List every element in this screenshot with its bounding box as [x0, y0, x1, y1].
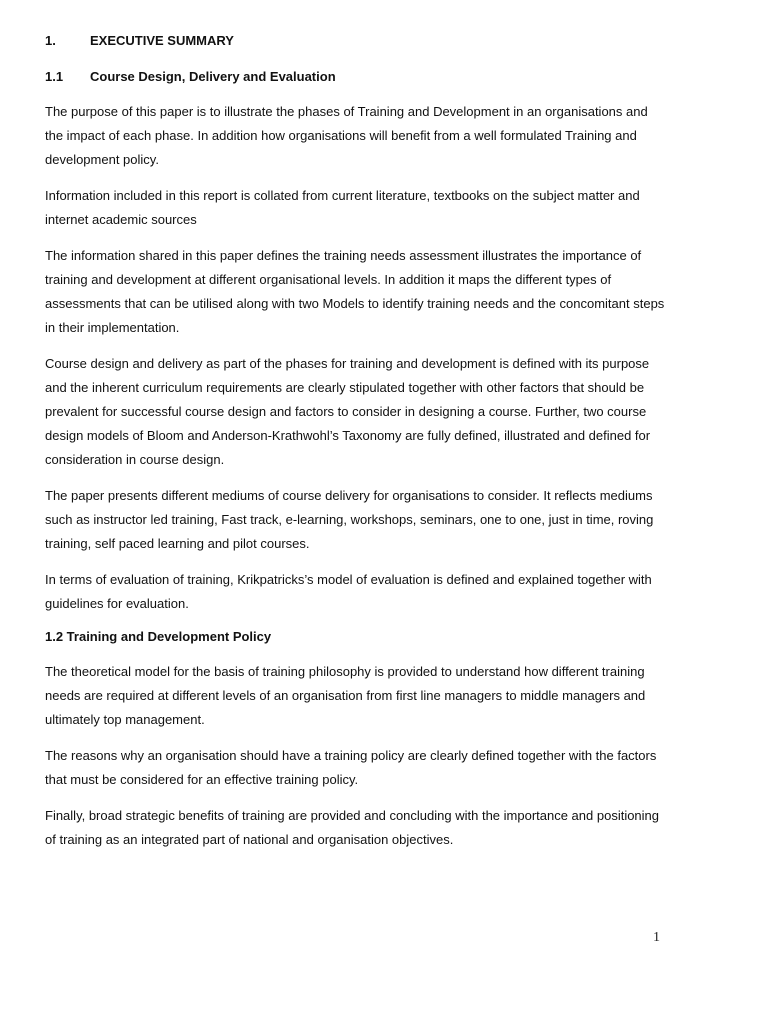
paragraph-course-design: Course design and delivery as part of the phases for training and development is defined with its purpose and the inherent curriculum requirements are clearly stipulated together with other factors that should be prevalent for successful course design and factors to consider in designing a course. Further, two course design models of Bloom and Anderson-Krathwohl’s Taxonomy are fully defined, illustrated and defined for consideration in course design. — [45, 356, 651, 467]
paragraph-training-policy: The reasons why an organisation should have a training policy are clearly defined together with the factors that must be considered for an effective training policy. — [45, 748, 657, 787]
document-page — [45, 32, 665, 864]
section-1-1-title: Course Design, Delivery and Evaluation — [90, 69, 336, 84]
paragraph-course-delivery: The paper presents different mediums of course delivery for organisations to consider. It reflects mediums such as instructor led training, Fast track, e-learning, workshops, seminars, one to one, just in time, roving training, self paced learning and pilot courses. — [45, 488, 654, 551]
section-1-2-heading — [45, 628, 665, 646]
section-1-2-title: 1.2 Training and Development Policy — [45, 629, 272, 644]
page-number: 1 — [653, 930, 660, 945]
paragraph-strategic-benefits: Finally, broad strategic benefits of training are provided and concluding with the importance and positioning of training as an integrated part of national and organisation objectives. — [45, 808, 660, 847]
section-1-1-heading — [45, 68, 665, 86]
paragraph-sources: Information included in this report is collated from current literature, textbooks on the subject matter and internet academic sources — [45, 188, 640, 227]
section-1-1-number: 1.1 — [45, 69, 64, 84]
paragraph-needs-assessment: The information shared in this paper defines the training needs assessment illustrates the importance of training and development at different organisational levels. In addition it maps the different types of assessments that can be utilised along with two Models to identify training needs and the concomitant steps in their implementation. — [45, 248, 665, 335]
section-1-title: EXECUTIVE SUMMARY — [90, 33, 234, 48]
paragraph-training-philosophy: The theoretical model for the basis of training philosophy is provided to understand how different training needs are required at different levels of an organisation from first line managers to middle managers and ultimately top management. — [45, 664, 646, 727]
paragraph-evaluation: In terms of evaluation of training, Krikpatricks’s model of evaluation is defined and explained together with guidelines for evaluation. — [45, 572, 652, 611]
section-1-number: 1. — [45, 33, 56, 48]
section-1-heading — [45, 32, 665, 50]
paragraph-purpose: The purpose of this paper is to illustrate the phases of Training and Development in an organisations and the impact of each phase. In addition how organisations will benefit from a well formulated Training and development policy. — [45, 104, 648, 167]
